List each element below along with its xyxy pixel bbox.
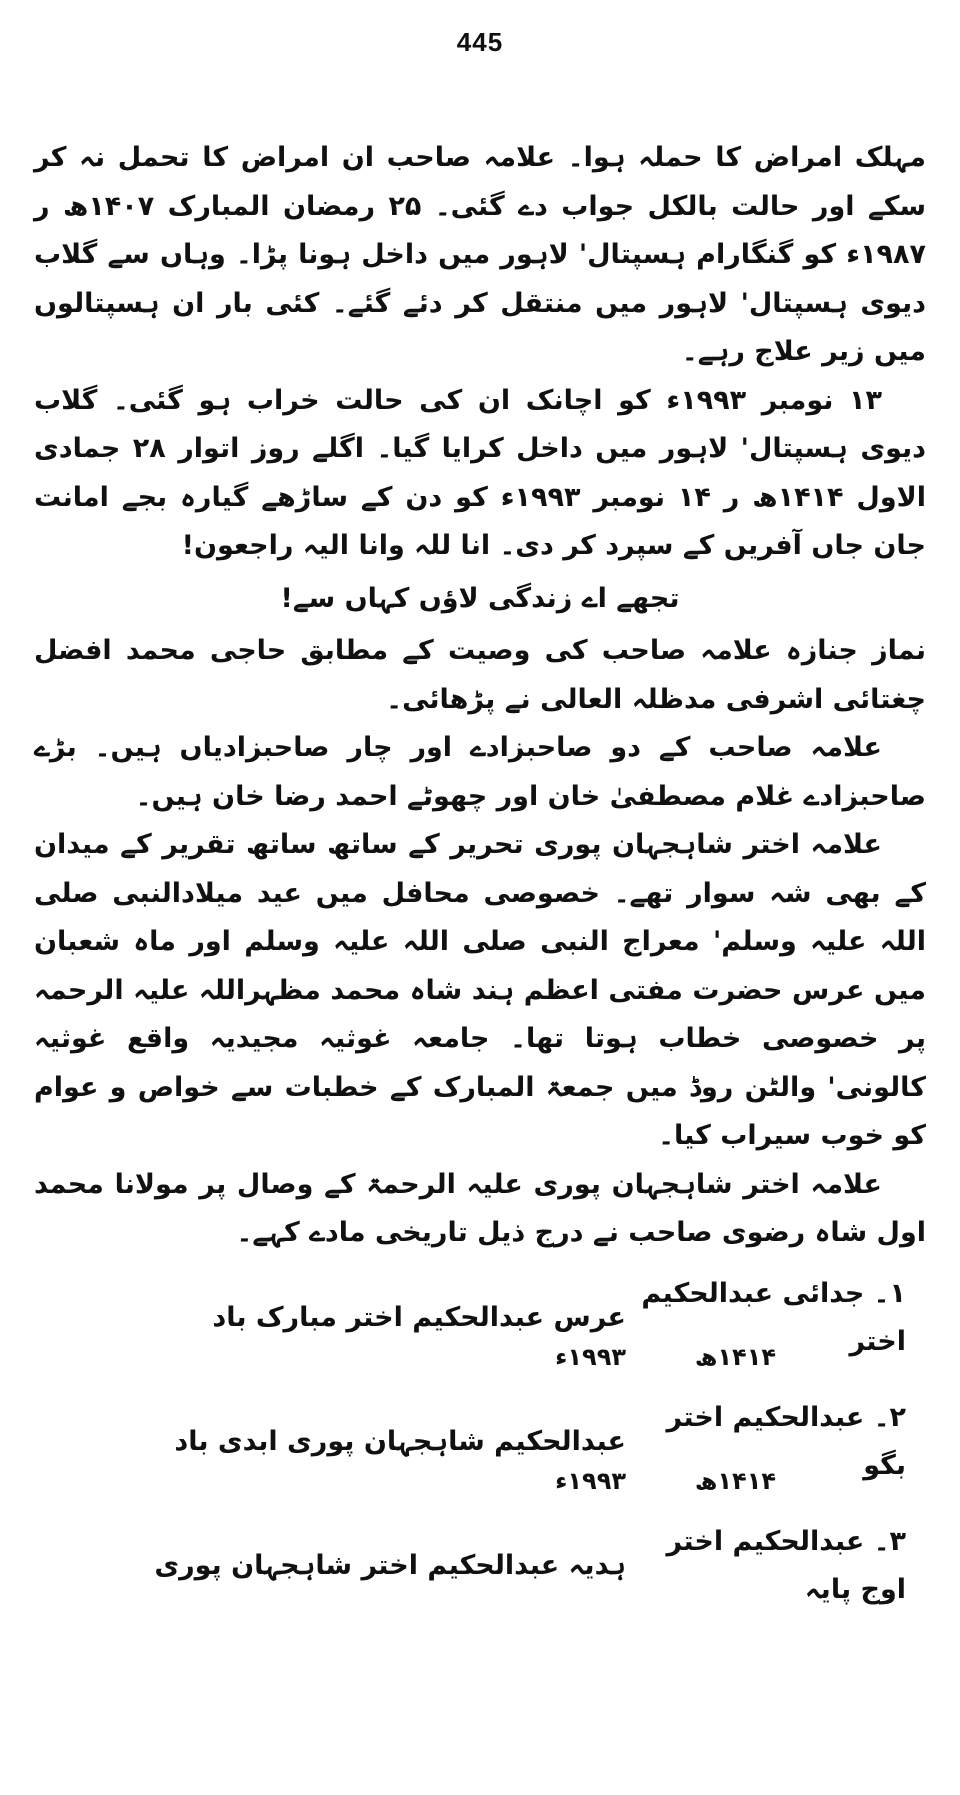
- chronogram-value: عبدالحکیم شاہجہان پوری ابدی باد: [174, 1425, 626, 1457]
- chronogram-value: ہدیہ عبدالحکیم اختر شاہجہان پوری: [154, 1549, 626, 1581]
- chronogram-hijri-year: ۱۴۱۴ھ: [694, 1467, 776, 1496]
- page-number: 445: [456, 27, 504, 57]
- chronogram-label: ۲۔ عبدالحکیم اختر بگو: [666, 1401, 906, 1481]
- chronogram-list: [34, 1270, 926, 1605]
- chronogram-gregorian-year: ۱۹۹۳ء: [555, 1343, 626, 1372]
- paragraph-death: ۱۳ نومبر ۱۹۹۳ء کو اچانک ان کی حالت خراب ہو گئی۔ گلاب دیوی ہسپتال' لاہور میں داخل کرایا گیا۔ اگلے روز اتوار ۲۸ جمادی الاول ۱۴۱۴ھ ر ۱۴ نومبر ۱۹۹۳ء کو دن کے ساڑھے گیارہ بجے امانت جان جاں آفریں کے سپرد کر دی۔ انا للہ وانا الیہ راجعون!: [34, 384, 927, 561]
- chronogram-gregorian-year: ۱۹۹۳ء: [555, 1467, 626, 1496]
- chronogram-years: [34, 1322, 926, 1394]
- chronogram-item: [34, 1518, 926, 1605]
- chronogram-item: [34, 1394, 926, 1481]
- paragraph-oratory: علامہ اختر شاہجہان پوری تحریر کے ساتھ ساتھ تقریر کے میدان کے بھی شہ سوار تھے۔ خصوصی محافل میں عید میلادالنبی صلی اللہ علیہ وسلم' معراج النبی صلی اللہ علیہ وسلم اور ماہ شعبان میں عرس حضرت مفتی اعظم ہند شاہ محمد مظہراللہ علیہ الرحمہ پر خصوصی خطاب ہوتا تھا۔ جامعہ غوثیہ مجیدیہ واقع غوثیہ کالونی' والٹن روڈ میں جمعۃ المبارک کے خطبات سے خواص و عوام کو خوب سیراب کیا۔: [34, 829, 926, 1151]
- body-text: [34, 134, 927, 1605]
- chronogram-label: ۳۔ عبدالحکیم اختر اوج پایہ: [666, 1525, 906, 1605]
- chronogram-hijri-year: ۱۴۱۴ھ: [694, 1343, 776, 1372]
- chronogram-value: عرس عبدالحکیم اختر مبارک باد: [212, 1301, 626, 1333]
- paragraph-illness: مہلک امراض کا حملہ ہوا۔ علامہ صاحب ان امراض کا تحمل نہ کر سکے اور حالت بالکل جواب دے گئی۔ ۲۵ رمضان المبارک ۱۴۰۷ھ ر ۱۹۸۷ء کو گنگارام ہسپتال' لاہور میں داخل ہونا پڑا۔ وہاں سے گلاب دیوی ہسپتال' لاہور میں منتقل کر دئے گئے۔ کئی بار ان ہسپتالوں میں زیر علاج رہے۔: [34, 142, 927, 367]
- chronogram-item: [34, 1270, 926, 1357]
- paragraph-funeral-prayer: نماز جنازہ علامہ صاحب کی وصیت کے مطابق حاجی محمد افضل چغتائی اشرفی مدظلہ العالی نے پڑھائی۔: [34, 635, 926, 715]
- paragraph-chronogram-intro: علامہ اختر شاہجہان پوری علیہ الرحمۃ کے وصال پر مولانا محمد اول شاہ رضوی صاحب نے درج ذیل تاریخی مادے کہے۔: [34, 1168, 926, 1248]
- paragraph-children: علامہ صاحب کے دو صاحبزادے اور چار صاحبزادیاں ہیں۔ بڑے صاحبزادے غلام مصطفیٰ خان اور چھوٹے احمد رضا خان ہیں۔: [34, 732, 926, 812]
- chronogram-label: ۱۔ جدائی عبدالحکیم اختر: [641, 1277, 906, 1357]
- verse-line: تجھے اے زندگی لاؤں کہاں سے!: [280, 582, 680, 614]
- chronogram-years: [34, 1446, 926, 1518]
